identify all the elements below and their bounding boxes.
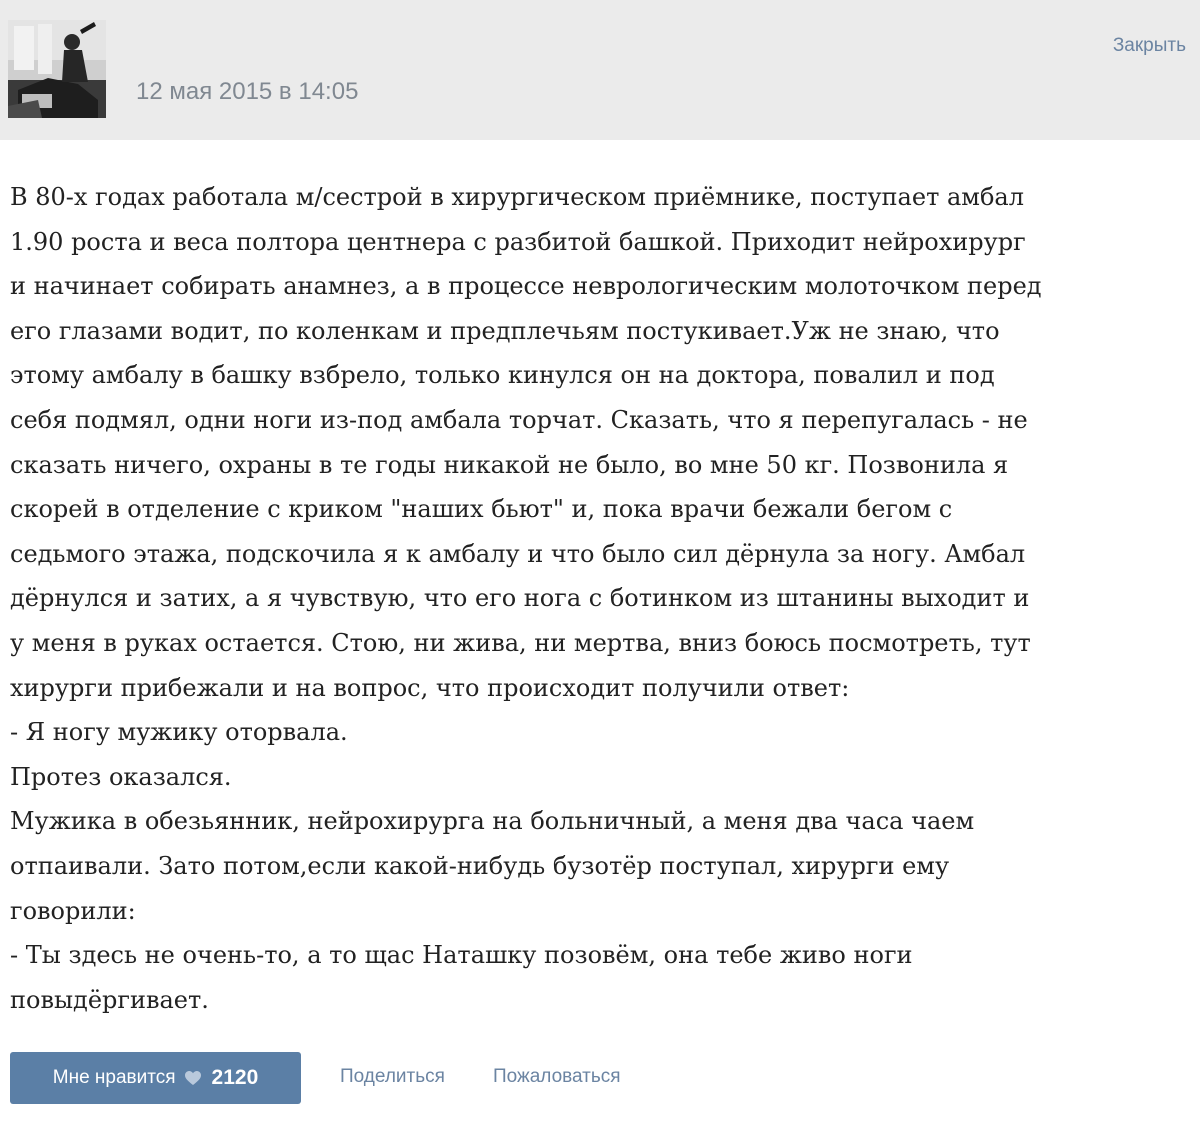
post-text-line: Мужика в обезьянник, нейрохирурга на больничный, а меня два часа чаем	[10, 807, 975, 836]
post-header	[0, 0, 1200, 140]
post-text-line: повыдёргивает.	[10, 985, 209, 1014]
post-text-line: седьмого этажа, подскочила я к амбалу и что было сил дёрнула за ногу. Амбал	[10, 539, 1026, 568]
post-text	[10, 175, 1192, 1022]
like-label: Мне нравится	[52, 1067, 176, 1088]
share-button[interactable]: Поделиться	[340, 1066, 445, 1087]
close-button[interactable]: Закрыть	[1112, 35, 1186, 56]
post-text-line: отпаивали. Зато потом,если какой-нибудь бузотёр поступал, хирурги ему	[10, 851, 950, 880]
post-text-line: дёрнулся и затих, а я чувствую, что его нога с ботинком из штанины выходит и	[10, 584, 1030, 613]
post-text-line: говорили:	[10, 896, 136, 925]
post-text-line: 1.90 роста и веса полтора центнера с разбитой башкой. Приходит нейрохирург	[10, 227, 1026, 256]
post-text-line: и начинает собирать анамнез, а в процессе неврологическим молоточком перед	[10, 272, 1042, 301]
post-text-line: у меня в руках остается. Стою, ни жива, ни мертва, вниз боюсь посмотреть, тут	[10, 628, 1031, 657]
post-text-line: В 80-х годах работала м/сестрой в хирургическом приёмнике, поступает амбал	[10, 183, 1024, 211]
post-actions	[10, 1052, 1190, 1104]
post-text-line: Протез оказался.	[10, 762, 232, 791]
post-text-line: его глазами водит, по коленкам и предплечьям постукивает.Уж не знаю, что	[10, 316, 1000, 345]
post-text-line: - Ты здесь не очень-то, а то щас Наташку позовём, она тебе живо ноги	[10, 941, 913, 970]
like-count: 2120	[211, 1066, 259, 1089]
avatar[interactable]	[8, 20, 106, 118]
post-text-line: этому амбалу в башку взбрело, только кинулся он на доктора, повалил и под	[10, 361, 995, 390]
post-text-line: себя подмял, одни ноги из-под амбала торчат. Сказать, что я перепугалась - не	[10, 405, 1028, 434]
post-text-line: - Я ногу мужику оторвала.	[10, 718, 348, 747]
heart-icon	[184, 1070, 202, 1086]
report-button[interactable]: Пожаловаться	[493, 1066, 621, 1087]
like-button[interactable]	[10, 1052, 301, 1104]
post-text-line: сказать ничего, охраны в те годы никакой не было, во мне 50 кг. Позвонила я	[10, 450, 1009, 479]
user-avatar-photo-icon	[8, 20, 106, 118]
post-text-line: скорей в отделение с криком "наших бьют" и, пока врачи бежали бегом с	[10, 495, 953, 524]
post-text-line: хирурги прибежали и на вопрос, что происходит получили ответ:	[10, 673, 850, 702]
post-date: 12 мая 2015 в 14:05	[136, 78, 359, 105]
